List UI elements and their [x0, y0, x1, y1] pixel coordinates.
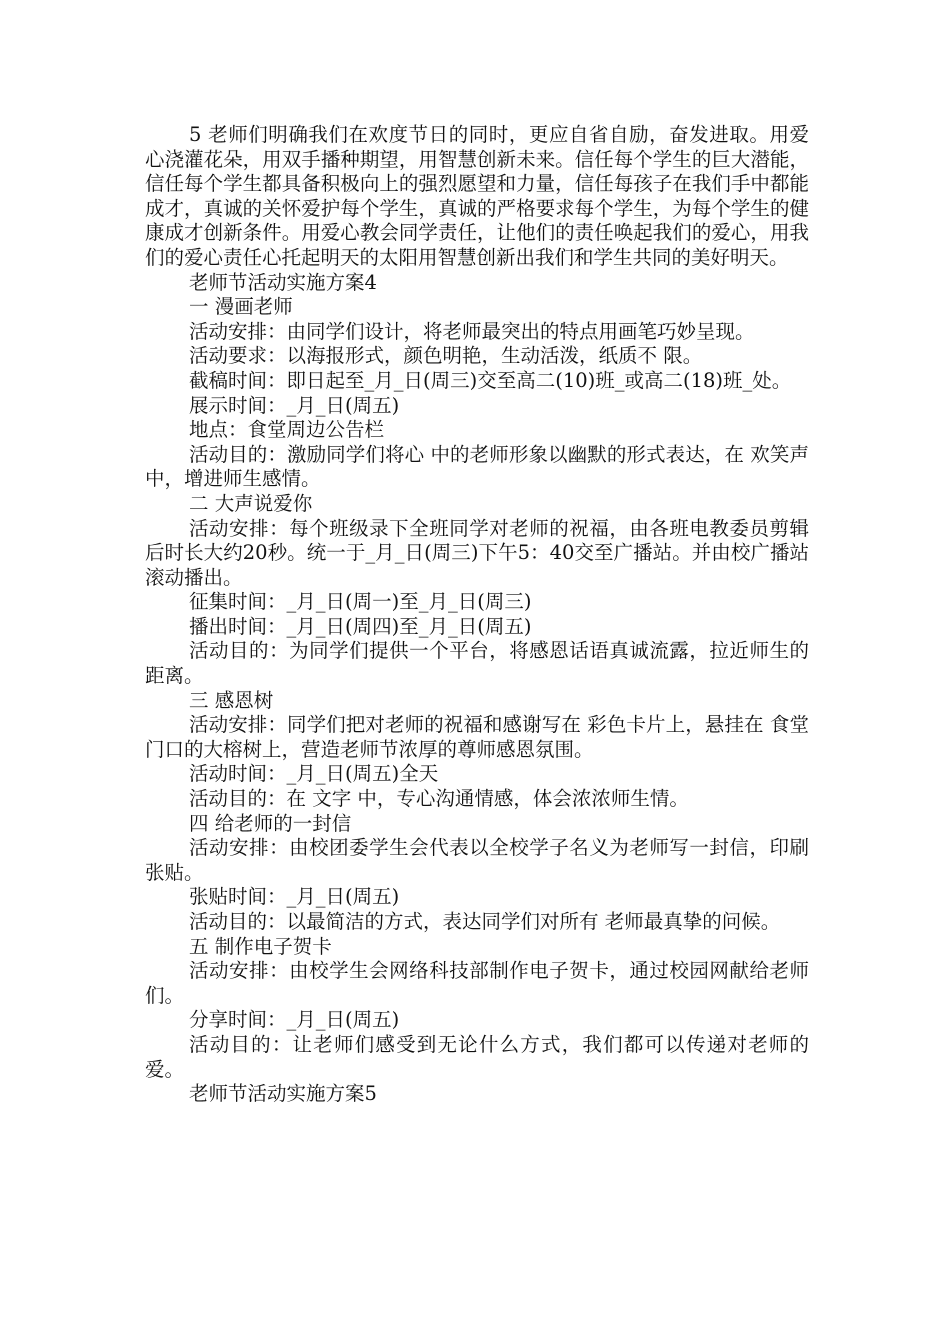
activity-title: 一 漫画老师 — [189, 295, 293, 319]
paragraph: 活动安排：由校学生会网络科技部制作电子贺卡，通过校园网献给老师们。 — [145, 959, 809, 1007]
paragraph-intro: 5 老师们明确我们在欢度节日的同时，更应自省自励，奋发进取。用爱心浇灌花朵，用双手播种期望，用智慧创新未来。信任每个学生的巨大潜能，信任每个学生都具备积极向上的强烈愿望和力量，信任每孩子在我们手中都能成才，真诚的关怀爱护每个学生，真诚的严格要求每个学生，为每个学生的健康成才创新条件。用爱心教会同学责任，让他们的责任唤起我们的爱心，用我们的爱心责任心托起明天的太阳用智慧创新出我们和学生共同的美好明天。 — [145, 123, 809, 269]
paragraph: 活动时间：_月_日(周五)全天 — [189, 762, 439, 786]
paragraph: 截稿时间：即日起至_月_日(周三)交至高二(10)班_或高二(18)班_处。 — [189, 368, 792, 392]
paragraph: 活动安排：每个班级录下全班同学对老师的祝福，由各班电教委员剪辑后时长大约20秒。统一于_月_日(周三)下午5：40交至广播站。并由校广播站滚动播出。 — [145, 516, 809, 589]
paragraph: 活动目的：在 文字 中，专心沟通情感，体会浓浓师生情。 — [189, 787, 689, 811]
paragraph: 活动目的：为同学们提供一个平台，将感恩话语真诚流露，拉近师生的距离。 — [145, 639, 809, 688]
section-heading: 老师节活动实施方案5 — [189, 1082, 377, 1106]
paragraph: 张贴时间：_月_日(周五) — [189, 885, 400, 909]
paragraph: 活动目的：让老师们感受到无论什么方式，我们都可以传递对老师的爱。 — [145, 1032, 809, 1081]
paragraph: 地点：食堂周边公告栏 — [189, 418, 385, 442]
paragraph: 活动安排：由校团委学生会代表以全校学子名义为老师写一封信，印刷张贴。 — [145, 836, 809, 884]
paragraph: 活动要求：以海报形式，颜色明艳，生动活泼，纸质不 限。 — [189, 344, 703, 368]
paragraph: 活动安排：同学们把对老师的祝福和感谢写在 彩色卡片上，悬挂在 食堂门口的大榕树上，营造老师节浓厚的尊师感恩氛围。 — [145, 713, 809, 761]
section-heading: 老师节活动实施方案4 — [189, 270, 377, 294]
paragraph: 播出时间：_月_日(周四)至_月_日(周五) — [189, 614, 532, 638]
paragraph: 征集时间：_月_日(周一)至_月_日(周三) — [189, 590, 532, 614]
activity-title: 二 大声说爱你 — [189, 491, 313, 515]
paragraph: 活动目的：以最简洁的方式，表达同学们对所有 老师最真挚的问候。 — [189, 910, 781, 933]
document-body — [145, 123, 816, 1107]
activity-title: 四 给老师的一封信 — [189, 811, 352, 835]
paragraph: 活动目的：激励同学们将心 中的老师形象以幽默的形式表达，在 欢笑声 中，增进师生感情。 — [145, 442, 816, 491]
paragraph: 分享时间：_月_日(周五) — [189, 1008, 400, 1032]
paragraph: 活动安排：由同学们设计，将老师最突出的特点用画笔巧妙呈现。 — [189, 319, 755, 343]
paragraph: 展示时间：_月_日(周五) — [189, 393, 400, 417]
activity-title: 三 感恩树 — [189, 688, 274, 712]
activity-title: 五 制作电子贺卡 — [189, 934, 332, 958]
